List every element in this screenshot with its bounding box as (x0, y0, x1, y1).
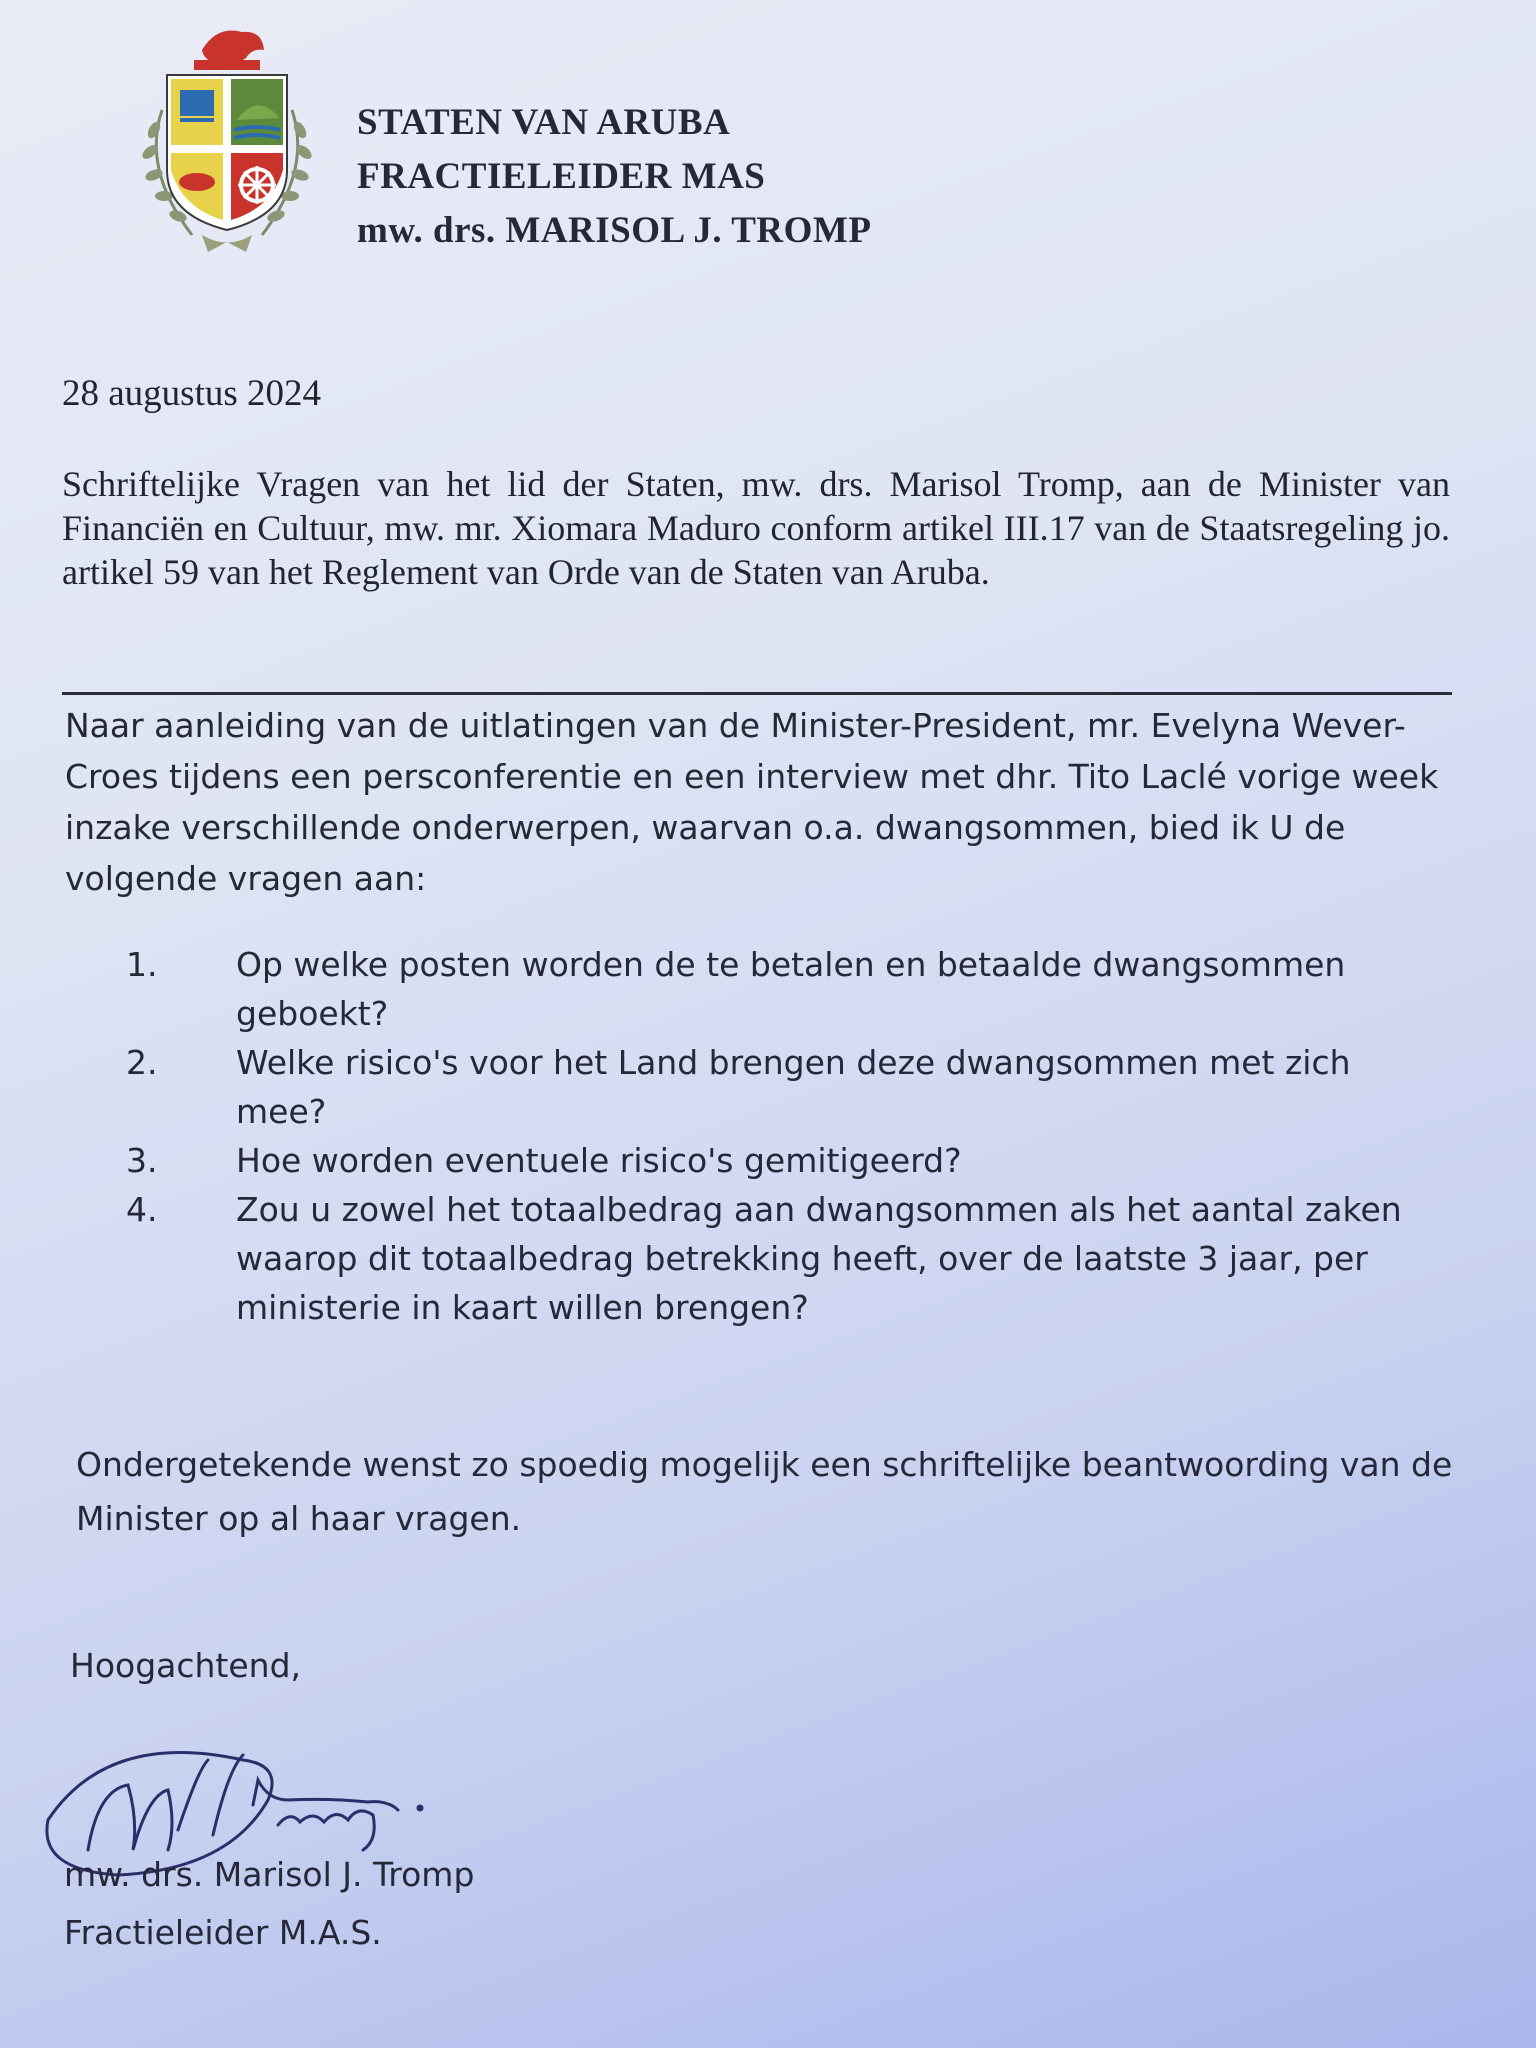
signer-role: Fractieleider M.A.S. (64, 1913, 382, 1952)
question-number: 2. (126, 1043, 158, 1082)
question-item (126, 940, 1426, 1038)
question-item (126, 1038, 1426, 1136)
letter-date: 28 augustus 2024 (62, 373, 321, 414)
question-item (126, 1185, 1426, 1332)
question-list (126, 940, 1426, 1332)
greeting: Hoogachtend, (70, 1646, 302, 1685)
question-text: Zou u zowel het totaalbedrag aan dwangsommen als het aantal zaken waarop dit totaalbedrag betrekking heeft, over de laatste 3 jaar, per ministerie in kaart willen brengen? (236, 1190, 1402, 1327)
subject-divider (62, 692, 1452, 695)
letterhead (357, 96, 871, 258)
question-text: Welke risico's voor het Land brengen deze dwangsommen met zich mee? (236, 1043, 1351, 1131)
signer-name: mw. drs. Marisol J. Tromp (64, 1855, 475, 1894)
intro-paragraph: Naar aanleiding van de uitlatingen van de Minister-President, mr. Evelyna Wever-Croes tijdens een persconferentie en een interview met dhr. Tito Laclé vorige week inzake verschillende onderwerpen, waarvan o.a. dwangsommen, bied ik U de volgende vragen aan: (65, 706, 1439, 898)
letterhead-title: FRACTIELEIDER MAS (357, 156, 766, 197)
closing-paragraph: Ondergetekende wenst zo spoedig mogelijk een schriftelijke beantwoording van de Minister op al haar vragen. (76, 1445, 1453, 1538)
aruba-coat-of-arms-logo (122, 20, 332, 260)
question-number: 1. (126, 945, 158, 984)
letterhead-institution: STATEN VAN ARUBA (357, 102, 731, 143)
question-number: 3. (126, 1141, 158, 1180)
question-item (126, 1136, 1426, 1185)
question-number: 4. (126, 1190, 158, 1229)
letter-subject: Schriftelijke Vragen van het lid der Staten, mw. drs. Marisol Tromp, aan de Minister van Financiën en Cultuur, mw. mr. Xiomara Maduro conform artikel III.17 van de Staatsregeling jo. artikel 59 van het Reglement van Orde van de Staten van Aruba. (62, 464, 1450, 592)
question-text: Hoe worden eventuele risico's gemitigeerd? (236, 1141, 962, 1180)
question-text: Op welke posten worden de te betalen en betaalde dwangsommen geboekt? (236, 945, 1346, 1033)
signer-block (64, 1846, 474, 1962)
letterhead-name: mw. drs. MARISOL J. TROMP (357, 210, 872, 251)
